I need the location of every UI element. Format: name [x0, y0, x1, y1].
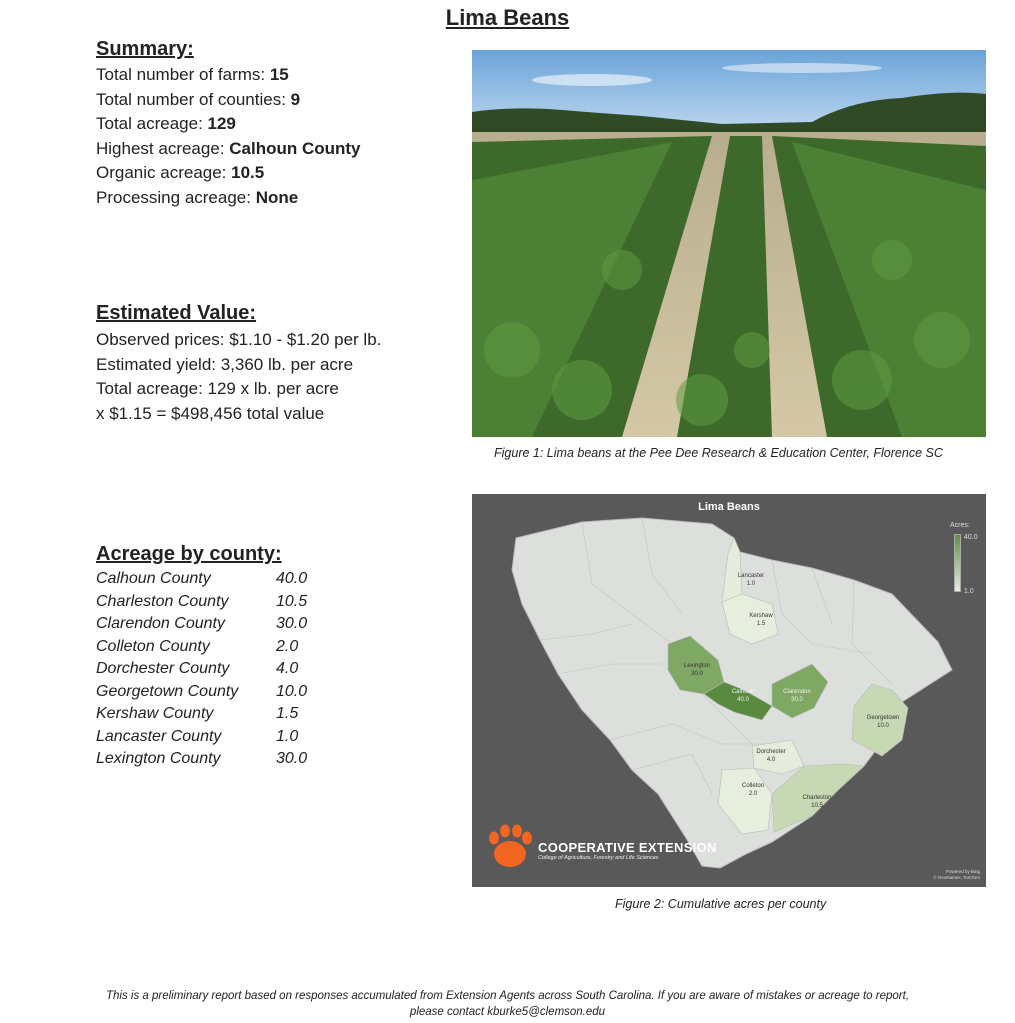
summary-heading: Summary:: [96, 38, 194, 60]
label-charleston: Charleston 10.5: [802, 795, 832, 809]
acreage-row: [96, 613, 307, 636]
label-dorchester: Dorchester 4.0: [756, 749, 786, 763]
summary-value: Calhoun County: [229, 138, 361, 158]
label-lexington: Lexington 30.0: [683, 663, 711, 677]
acreage-by-county-heading: Acreage by county:: [96, 543, 282, 565]
label-georgetown: Georgetown 10.0: [866, 715, 900, 729]
county-name: Clarendon County: [96, 615, 225, 632]
page-title: Lima Beans: [445, 5, 570, 30]
legend-title: Acres:: [950, 522, 970, 529]
county-name: Kershaw County: [96, 705, 214, 722]
paw-logo: [489, 825, 532, 868]
county-acres: 1.5: [276, 705, 299, 722]
county-acres: 30.0: [276, 615, 308, 632]
estimated-value-line: Estimated yield: 3,360 lb. per acre: [96, 354, 354, 374]
acreage-row: [96, 568, 307, 591]
summary-row: Total number of farms: 15: [96, 65, 289, 84]
label-kershaw: Kershaw 1.5: [749, 613, 773, 627]
summary-value: 9: [290, 89, 301, 109]
county-acres: 30.0: [276, 750, 308, 767]
lima-bean-field-photo: [472, 50, 986, 437]
county-name: Calhoun County: [96, 570, 211, 587]
figure1-caption: Figure 1: Lima beans at the Pee Dee Research & Education Center, Florence SC: [494, 446, 943, 460]
county-name: Dorchester County: [96, 660, 230, 677]
estimated-value-heading: Estimated Value:: [96, 302, 257, 324]
acreage-table: [96, 568, 307, 771]
county-acres: 2.0: [276, 637, 299, 655]
county-name: Colleton County: [96, 637, 210, 655]
summary-list: [96, 63, 361, 211]
summary-value: None: [255, 187, 299, 207]
summary-value: 15: [269, 65, 289, 84]
acreage-row: [96, 658, 307, 681]
figure2-caption: Figure 2: Cumulative acres per county: [615, 897, 827, 911]
label-calhoun: Calhoun 40.0: [731, 689, 755, 703]
acreage-row: [96, 636, 307, 659]
acreage-row: [96, 591, 307, 614]
county-map: [472, 494, 986, 887]
estimated-value-list: [96, 328, 381, 426]
summary-row: Organic acreage: 10.5: [96, 163, 265, 183]
legend-gradient: [954, 534, 961, 592]
map-title: Lima Beans: [698, 501, 760, 513]
label-lancaster: Lancaster 1.0: [737, 573, 765, 587]
acreage-row: [96, 748, 307, 771]
acreage-row: [96, 726, 307, 749]
footer-note: This is a preliminary report based on responses accumulated from Extension Agents across South Carolina. If you are aware of mistakes or acreage to report, please contact kburke5@clemson.edu: [105, 990, 910, 1018]
county-acres: 4.0: [276, 660, 299, 677]
summary-row: Highest acreage: Calhoun County: [96, 138, 361, 158]
summary-row: Total acreage: 129: [96, 114, 236, 134]
summary-value: 10.5: [231, 163, 265, 183]
acreage-row: [96, 681, 307, 704]
legend-max: 40.0: [964, 534, 978, 541]
summary-value: 129: [207, 114, 236, 134]
extension-brand: COOPERATIVE EXTENSION: [538, 840, 717, 855]
map-attribution: Powered by Bing © GeoNames, TomTom: [933, 869, 980, 880]
label-colleton: Colleton 2.0: [741, 783, 764, 797]
label-clarendon: Clarendon 30.0: [783, 689, 811, 703]
county-name: Lexington County: [96, 750, 221, 767]
county-acres: 10.0: [276, 682, 308, 700]
summary-row: Total number of counties: 9: [96, 89, 301, 109]
county-acres: 1.0: [276, 727, 299, 745]
county-acres: 40.0: [276, 570, 308, 587]
acreage-row: [96, 703, 307, 726]
extension-subtitle: College of Agriculture, Forestry and Life Sciences: [538, 855, 659, 861]
summary-row: Processing acreage: None: [96, 187, 299, 207]
estimated-value-line: Total acreage: 129 x lb. per acre: [96, 379, 339, 399]
county-name: Lancaster County: [96, 727, 222, 745]
county-acres: 10.5: [276, 592, 308, 610]
legend-min: 1.0: [964, 588, 974, 595]
estimated-value-line: Observed prices: $1.10 - $1.20 per lb.: [96, 330, 382, 349]
estimated-value-line: x $1.15 = $498,456 total value: [96, 403, 325, 423]
county-name: Charleston County: [96, 592, 229, 610]
county-name: Georgetown County: [96, 682, 239, 700]
